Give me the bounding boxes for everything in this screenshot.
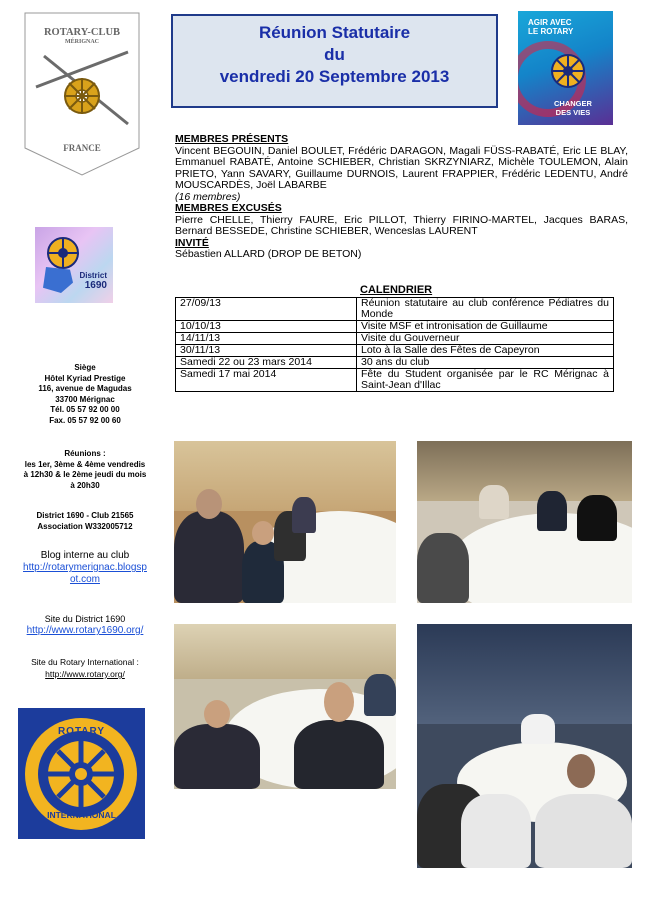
agir-avec-le-rotary-badge [518, 11, 613, 125]
meeting-photo-1 [174, 441, 396, 603]
excused-members-list: Pierre CHELLE, Thierry FAURE, Eric PILLOT, Thierry FIRINO-MARTEL, Jacques BARAS, Bernard BESSEDE, Christine SCHIEBER, Wenceslas LAURENT [175, 213, 628, 237]
hotel-name: Hôtel Kyriad Prestige [44, 373, 126, 383]
calendar-date: 27/09/13 [176, 298, 357, 321]
address-line-1: 116, avenue de Magudas [38, 384, 132, 393]
reunions-line-3: à 20h30 [70, 480, 100, 490]
address-line-2: 33700 Mérignac [55, 394, 115, 404]
badge-bottom-text: CHANGER DES VIES [554, 99, 592, 117]
wheel-top-text: ROTARY [57, 726, 106, 737]
blog-link-part-1[interactable]: http://rotarymerignac.blogsp [23, 562, 147, 573]
blog-link-part-2[interactable]: ot.com [69, 574, 100, 585]
meeting-photo-2 [417, 441, 632, 603]
fax: Fax. 05 57 92 00 60 [49, 415, 121, 425]
ri-site-label: Site du Rotary International : [31, 657, 139, 667]
calendar-event: Fête du Student organisée par le RC Mérignac à Saint-Jean d'Illac [357, 369, 614, 392]
siege-block [0, 363, 170, 426]
blog-label: Blog interne au club [40, 550, 130, 561]
district-label [79, 271, 107, 291]
district-club: District 1690 - Club 21565 [36, 511, 134, 520]
calendar-event: Loto à la Salle des Fêtes de Capeyron [357, 345, 614, 357]
calendar-row [176, 321, 614, 333]
blog-link[interactable] [0, 562, 170, 586]
calendar-event: Visite MSF et intronisation de Guillaume [357, 321, 614, 333]
rotary-wheel-district-icon [43, 233, 83, 273]
district-site-label: Site du District 1690 [44, 614, 126, 624]
badge-top-text: AGIR AVEC LE ROTARY [528, 18, 574, 36]
siege-title: Siège [74, 363, 96, 372]
rotary-club-pennant-logo [24, 12, 140, 176]
reunions-block [0, 449, 170, 491]
calendar-heading: CALENDRIER [360, 284, 433, 296]
meeting-photo-3 [174, 624, 396, 789]
present-members-list: Vincent BEGOUIN, Daniel BOULET, Frédéric DARAGON, Magali FÜSS-RABATÉ, Eric LE BLAY, Emmanuel RABATÉ, Antoine SCHIEBER, Christian SKRZYNIARZ, Michèle TOULEMON, Alain PRIETO, Yann SAVARY, Guillaume DURNOIS, Laurent FRAPPIER, Frédéric LEDENTU, André MOUSCARDÈS, Joël LABARBE [175, 144, 628, 191]
invite-name: Sébastien ALLARD (DROP DE BETON) [175, 248, 362, 260]
france-map-shape [43, 267, 73, 293]
association-number: Association W332005712 [37, 521, 133, 531]
title-line-3: vendredi 20 Septembre 2013 [219, 67, 450, 86]
blog-block [0, 550, 170, 586]
calendar-date: Samedi 17 mai 2014 [176, 369, 357, 392]
pennant-country: FRANCE [63, 143, 101, 153]
calendar-table [175, 297, 614, 392]
calendar-date: 14/11/13 [176, 333, 357, 345]
district-site-block [0, 613, 170, 637]
district-label-number: 1690 [84, 280, 107, 291]
rotary-international-logo [18, 708, 145, 839]
wheel-bottom-text: INTERNATIONAL [47, 810, 116, 820]
reunions-line-1: les 1er, 3ème & 4ème vendredis [24, 459, 146, 469]
ri-site-link[interactable]: http://www.rotary.org/ [45, 669, 125, 679]
phone: Tél. 05 57 92 00 00 [50, 405, 120, 414]
members-section [175, 134, 628, 261]
calendar-date: Samedi 22 ou 23 mars 2014 [176, 357, 357, 369]
calendar-event: 30 ans du club [357, 357, 614, 369]
excused-heading: MEMBRES EXCUSÉS [175, 202, 282, 214]
calendar-row [176, 345, 614, 357]
calendar-event: Visite du Gouverneur [357, 333, 614, 345]
invite-heading: INVITÉ [175, 236, 209, 249]
district-label-word: District [79, 271, 107, 280]
title-line-2: du [324, 45, 345, 64]
calendar-row [176, 357, 614, 369]
calendar-event: Réunion statutaire au club conférence Pédiatres du Monde [357, 298, 614, 321]
ri-site-block [0, 656, 170, 680]
calendar-row [176, 298, 614, 321]
pennant-subtitle: MÉRIGNAC [65, 39, 99, 45]
reunions-title: Réunions : [64, 449, 106, 458]
present-count: (16 membres) [175, 190, 241, 203]
club-ids-block [0, 511, 170, 532]
title-line-1: Réunion Statutaire [258, 23, 411, 42]
district-site-link[interactable]: http://www.rotary1690.org/ [26, 625, 144, 636]
calendar-date: 10/10/13 [176, 321, 357, 333]
calendar-row [176, 333, 614, 345]
pennant-title: ROTARY-CLUB [43, 27, 121, 38]
meeting-title-box [171, 14, 498, 108]
present-heading: MEMBRES PRÉSENTS [175, 133, 289, 145]
calendar-row [176, 369, 614, 392]
meeting-photo-4 [417, 624, 632, 868]
reunions-line-2: à 12h30 & le 2ème jeudi du mois [23, 470, 147, 479]
calendar-date: 30/11/13 [176, 345, 357, 357]
district-1690-logo [35, 227, 113, 303]
rotary-wheel-small-icon [548, 51, 588, 91]
